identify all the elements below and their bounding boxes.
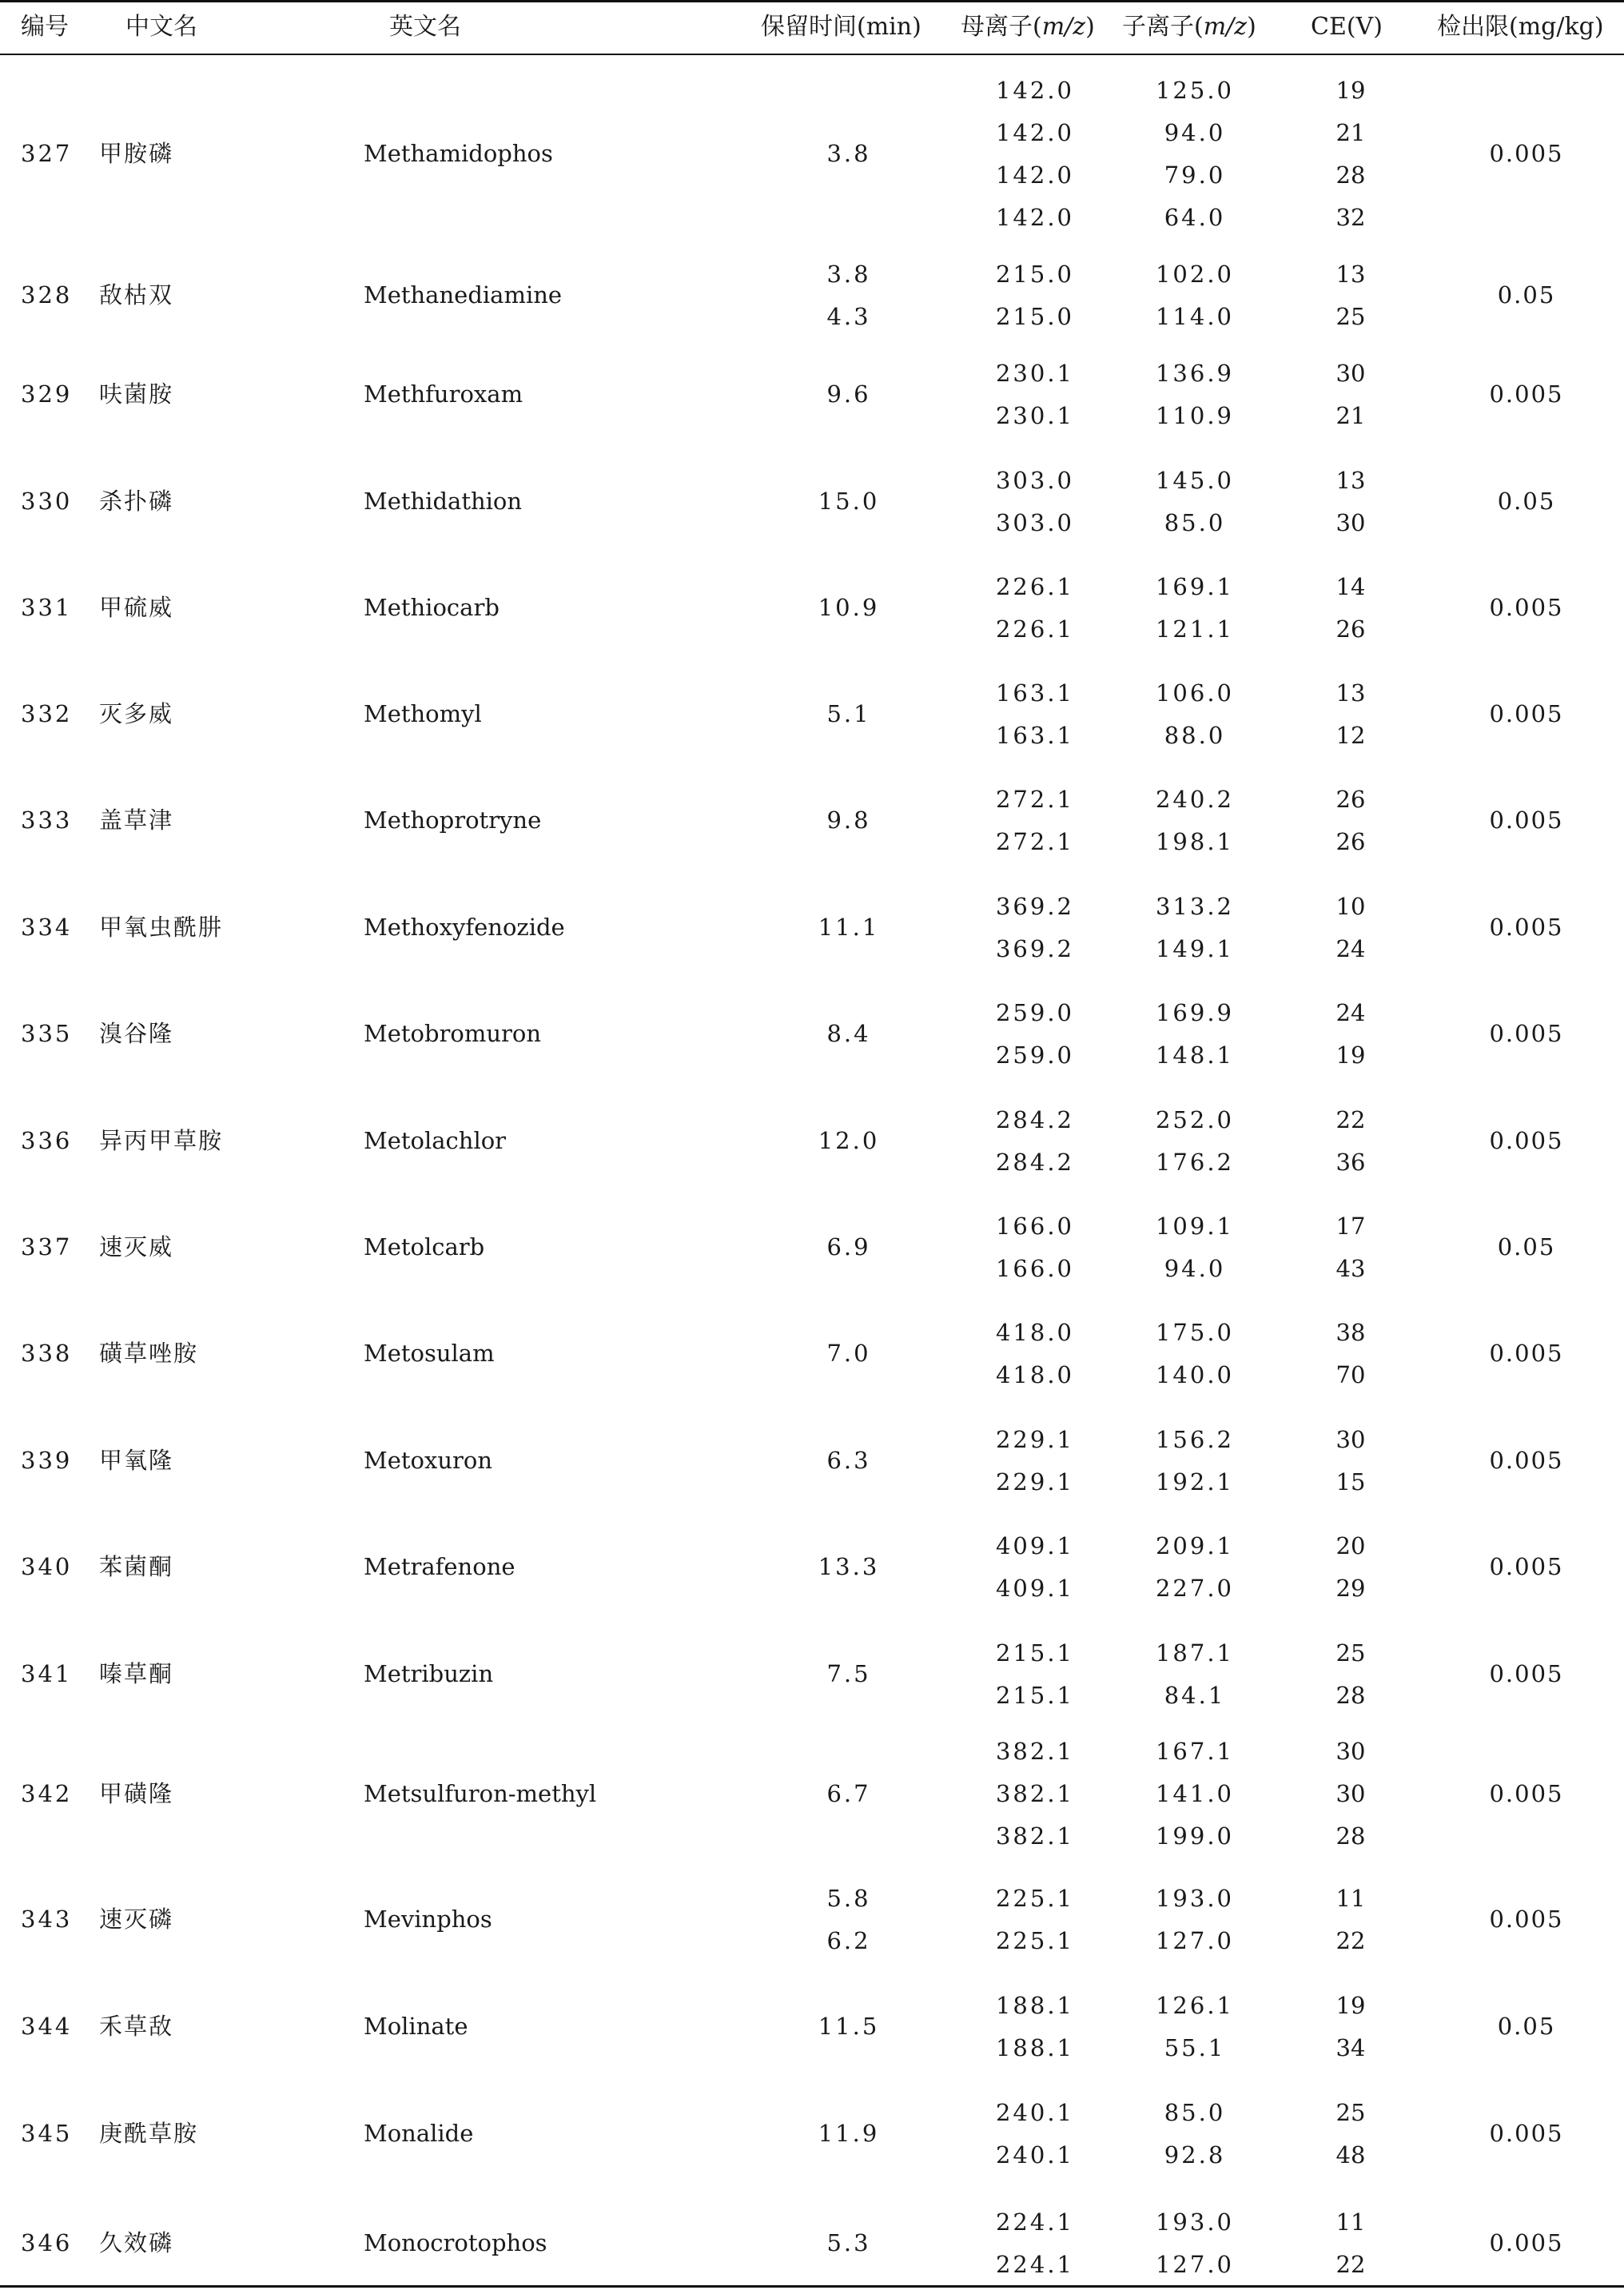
row-precursor-ion: 142.0 — [995, 76, 1075, 104]
row-product-ion: 167.1 — [1155, 1738, 1235, 1765]
row-collision-energy: 21 — [1335, 118, 1366, 146]
row-precursor-ion: 272.1 — [995, 785, 1075, 813]
row-id: 335 — [21, 1020, 73, 1047]
row-collision-energy: 32 — [1335, 203, 1366, 231]
row-chinese-name: 呋菌胺 — [99, 380, 174, 408]
row-retention-time: 11.5 — [818, 2013, 880, 2040]
row-collision-energy: 22 — [1335, 1105, 1366, 1133]
row-retention-time: 6.3 — [826, 1447, 871, 1474]
row-precursor-ion: 418.0 — [995, 1318, 1075, 1346]
row-detection-limit: 0.05 — [1497, 488, 1556, 515]
row-precursor-ion: 163.1 — [995, 721, 1075, 749]
row-product-ion: 84.1 — [1164, 1681, 1226, 1709]
row-english-name: Metosulam — [364, 1340, 495, 1367]
row-product-ion: 64.0 — [1164, 203, 1226, 231]
row-chinese-name: 甲硫威 — [99, 594, 174, 621]
row-english-name: Methfuroxam — [364, 380, 523, 408]
row-precursor-ion: 303.0 — [995, 466, 1075, 494]
row-precursor-ion: 303.0 — [995, 508, 1075, 536]
row-retention-time: 10.9 — [818, 594, 880, 621]
row-precursor-ion: 226.1 — [995, 615, 1075, 643]
row-english-name: Methoxyfenozide — [364, 914, 565, 941]
row-collision-energy: 30 — [1335, 359, 1366, 387]
header-precursor-ion: 母离子(m/z) — [961, 13, 1095, 41]
row-collision-energy: 26 — [1335, 827, 1366, 855]
row-chinese-name: 灭多威 — [99, 700, 174, 727]
row-collision-energy: 13 — [1335, 466, 1366, 494]
row-precursor-ion: 215.1 — [995, 1639, 1075, 1667]
row-chinese-name: 速灭磷 — [99, 1906, 174, 1933]
row-precursor-ion: 224.1 — [995, 2208, 1075, 2236]
row-detection-limit: 0.005 — [1489, 1780, 1564, 1807]
row-chinese-name: 久效磷 — [99, 2229, 174, 2256]
row-precursor-ion: 215.0 — [995, 260, 1075, 288]
row-precursor-ion: 166.0 — [995, 1254, 1075, 1282]
row-product-ion: 187.1 — [1155, 1639, 1235, 1667]
top-rule — [0, 0, 1624, 2]
row-product-ion: 109.1 — [1155, 1212, 1235, 1240]
row-product-ion: 176.2 — [1155, 1148, 1235, 1176]
header-rule — [0, 54, 1624, 55]
header-chinese-name: 中文名 — [125, 13, 197, 41]
row-detection-limit: 0.05 — [1497, 281, 1556, 309]
row-detection-limit: 0.005 — [1489, 2120, 1564, 2147]
row-english-name: Metrafenone — [364, 1553, 515, 1580]
row-id: 344 — [21, 2013, 73, 2040]
row-precursor-ion: 272.1 — [995, 827, 1075, 855]
header-detection-limit: 检出限(mg/kg) — [1437, 13, 1604, 41]
row-precursor-ion: 229.1 — [995, 1468, 1075, 1495]
row-id: 343 — [21, 1906, 73, 1933]
row-id: 329 — [21, 380, 73, 408]
row-product-ion: 126.1 — [1155, 1991, 1235, 2019]
row-collision-energy: 28 — [1335, 1681, 1366, 1709]
row-detection-limit: 0.05 — [1497, 2013, 1556, 2040]
row-precursor-ion: 142.0 — [995, 118, 1075, 146]
row-chinese-name: 异丙甲草胺 — [99, 1127, 224, 1154]
row-collision-energy: 10 — [1335, 892, 1366, 920]
header-collision-energy: CE(V) — [1311, 13, 1383, 41]
row-precursor-ion: 409.1 — [995, 1574, 1075, 1602]
row-detection-limit: 0.005 — [1489, 2229, 1564, 2256]
row-precursor-ion: 369.2 — [995, 934, 1075, 962]
row-retention-time: 9.6 — [826, 380, 871, 408]
row-english-name: Methanediamine — [364, 281, 563, 309]
row-retention-time: 5.1 — [826, 700, 871, 727]
row-english-name: Methoprotryne — [364, 806, 542, 834]
row-product-ion: 140.0 — [1155, 1360, 1235, 1388]
row-id: 334 — [21, 914, 73, 941]
row-collision-energy: 17 — [1335, 1212, 1366, 1240]
row-precursor-ion: 142.0 — [995, 161, 1075, 189]
row-id: 340 — [21, 1553, 73, 1580]
row-collision-energy: 12 — [1335, 721, 1366, 749]
row-precursor-ion: 382.1 — [995, 1822, 1075, 1850]
row-product-ion: 240.2 — [1155, 785, 1235, 813]
row-retention-time: 3.8 — [826, 140, 871, 167]
row-id: 345 — [21, 2120, 73, 2147]
row-collision-energy: 13 — [1335, 260, 1366, 288]
row-retention-time: 3.8 — [826, 260, 871, 288]
row-product-ion: 121.1 — [1155, 615, 1235, 643]
row-precursor-ion: 226.1 — [995, 572, 1075, 600]
row-collision-energy: 22 — [1335, 1926, 1366, 1954]
row-retention-time: 15.0 — [818, 488, 880, 515]
header-english-name: 英文名 — [389, 13, 461, 41]
row-precursor-ion: 230.1 — [995, 359, 1075, 387]
row-id: 336 — [21, 1127, 73, 1154]
row-product-ion: 125.0 — [1155, 76, 1235, 104]
row-product-ion: 141.0 — [1155, 1780, 1235, 1807]
row-retention-time: 6.2 — [826, 1926, 871, 1954]
row-precursor-ion: 284.2 — [995, 1105, 1075, 1133]
row-collision-energy: 30 — [1335, 508, 1366, 536]
row-product-ion: 94.0 — [1164, 118, 1226, 146]
row-precursor-ion: 225.1 — [995, 1884, 1075, 1912]
row-product-ion: 114.0 — [1155, 302, 1235, 330]
row-detection-limit: 0.005 — [1489, 1340, 1564, 1367]
row-product-ion: 102.0 — [1155, 260, 1235, 288]
row-detection-limit: 0.005 — [1489, 140, 1564, 167]
row-retention-time: 13.3 — [818, 1553, 880, 1580]
row-product-ion: 192.1 — [1155, 1468, 1235, 1495]
row-product-ion: 110.9 — [1155, 401, 1235, 429]
row-detection-limit: 0.005 — [1489, 806, 1564, 834]
row-detection-limit: 0.005 — [1489, 914, 1564, 941]
row-chinese-name: 甲氧隆 — [99, 1447, 174, 1474]
row-english-name: Molinate — [364, 2013, 468, 2040]
row-product-ion: 85.0 — [1164, 508, 1226, 536]
row-id: 342 — [21, 1780, 73, 1807]
row-english-name: Methomyl — [364, 700, 482, 727]
row-id: 346 — [21, 2229, 73, 2256]
row-precursor-ion: 240.1 — [995, 2141, 1075, 2169]
row-english-name: Monocrotophos — [364, 2229, 547, 2256]
header-product-ion: 子离子(m/z) — [1122, 13, 1256, 41]
row-product-ion: 209.1 — [1155, 1531, 1235, 1559]
row-product-ion: 92.8 — [1164, 2141, 1226, 2169]
row-retention-time: 11.1 — [818, 914, 880, 941]
row-precursor-ion: 163.1 — [995, 679, 1075, 707]
row-precursor-ion: 382.1 — [995, 1780, 1075, 1807]
row-detection-limit: 0.005 — [1489, 1127, 1564, 1154]
row-precursor-ion: 409.1 — [995, 1531, 1075, 1559]
row-english-name: Metoxuron — [364, 1447, 493, 1474]
row-chinese-name: 磺草唑胺 — [99, 1340, 199, 1367]
row-precursor-ion: 225.1 — [995, 1926, 1075, 1954]
row-chinese-name: 苯菌酮 — [99, 1553, 174, 1580]
row-product-ion: 79.0 — [1164, 161, 1226, 189]
row-precursor-ion: 369.2 — [995, 892, 1075, 920]
row-chinese-name: 敌枯双 — [99, 281, 174, 309]
row-chinese-name: 甲胺磷 — [99, 140, 174, 167]
row-collision-energy: 43 — [1335, 1254, 1366, 1282]
row-product-ion: 127.0 — [1155, 1926, 1235, 1954]
row-chinese-name: 溴谷隆 — [99, 1020, 174, 1047]
row-precursor-ion: 188.1 — [995, 1991, 1075, 2019]
row-precursor-ion: 418.0 — [995, 1360, 1075, 1388]
row-retention-time: 12.0 — [818, 1127, 880, 1154]
row-id: 328 — [21, 281, 73, 309]
row-product-ion: 175.0 — [1155, 1318, 1235, 1346]
row-english-name: Metolachlor — [364, 1127, 507, 1154]
row-product-ion: 149.1 — [1155, 934, 1235, 962]
row-collision-energy: 70 — [1335, 1360, 1366, 1388]
row-retention-time: 9.8 — [826, 806, 871, 834]
row-retention-time: 5.8 — [826, 1884, 871, 1912]
row-collision-energy: 19 — [1335, 1991, 1366, 2019]
row-product-ion: 252.0 — [1155, 1105, 1235, 1133]
row-product-ion: 88.0 — [1164, 721, 1226, 749]
row-collision-energy: 28 — [1335, 1822, 1366, 1850]
row-detection-limit: 0.005 — [1489, 1447, 1564, 1474]
row-collision-energy: 21 — [1335, 401, 1366, 429]
row-collision-energy: 30 — [1335, 1780, 1366, 1807]
row-retention-time: 4.3 — [826, 302, 871, 330]
row-english-name: Methamidophos — [364, 140, 553, 167]
row-detection-limit: 0.005 — [1489, 594, 1564, 621]
row-english-name: Methiocarb — [364, 594, 500, 621]
row-product-ion: 148.1 — [1155, 1041, 1235, 1069]
row-collision-energy: 19 — [1335, 76, 1366, 104]
row-product-ion: 169.9 — [1155, 998, 1235, 1026]
row-product-ion: 136.9 — [1155, 359, 1235, 387]
row-precursor-ion: 229.1 — [995, 1425, 1075, 1453]
row-collision-energy: 11 — [1335, 2208, 1366, 2236]
row-detection-limit: 0.005 — [1489, 380, 1564, 408]
row-retention-time: 6.9 — [826, 1233, 871, 1260]
row-collision-energy: 22 — [1335, 2250, 1366, 2278]
row-product-ion: 85.0 — [1164, 2098, 1226, 2126]
row-precursor-ion: 215.0 — [995, 302, 1075, 330]
row-product-ion: 198.1 — [1155, 827, 1235, 855]
row-product-ion: 145.0 — [1155, 466, 1235, 494]
row-collision-energy: 25 — [1335, 302, 1366, 330]
row-english-name: Monalide — [364, 2120, 474, 2147]
row-precursor-ion: 215.1 — [995, 1681, 1075, 1709]
row-id: 332 — [21, 700, 73, 727]
row-detection-limit: 0.005 — [1489, 1660, 1564, 1687]
row-chinese-name: 甲氧虫酰肼 — [99, 914, 224, 941]
row-retention-time: 6.7 — [826, 1780, 871, 1807]
row-detection-limit: 0.005 — [1489, 1020, 1564, 1047]
row-id: 337 — [21, 1233, 73, 1260]
row-product-ion: 199.0 — [1155, 1822, 1235, 1850]
row-precursor-ion: 224.1 — [995, 2250, 1075, 2278]
row-id: 338 — [21, 1340, 73, 1367]
row-id: 330 — [21, 488, 73, 515]
row-chinese-name: 甲磺隆 — [99, 1780, 174, 1807]
row-precursor-ion: 142.0 — [995, 203, 1075, 231]
row-retention-time: 5.3 — [826, 2229, 871, 2256]
row-english-name: Metribuzin — [364, 1660, 494, 1687]
row-retention-time: 8.4 — [826, 1020, 871, 1047]
row-product-ion: 156.2 — [1155, 1425, 1235, 1453]
row-collision-energy: 13 — [1335, 679, 1366, 707]
row-collision-energy: 28 — [1335, 161, 1366, 189]
row-collision-energy: 38 — [1335, 1318, 1366, 1346]
row-collision-energy: 29 — [1335, 1574, 1366, 1602]
row-precursor-ion: 284.2 — [995, 1148, 1075, 1176]
row-collision-energy: 25 — [1335, 1639, 1366, 1667]
row-precursor-ion: 188.1 — [995, 2033, 1075, 2061]
row-collision-energy: 30 — [1335, 1425, 1366, 1453]
row-detection-limit: 0.05 — [1497, 1233, 1556, 1260]
row-id: 327 — [21, 140, 73, 167]
row-precursor-ion: 166.0 — [995, 1212, 1075, 1240]
bottom-rule — [0, 2285, 1624, 2288]
row-collision-energy: 20 — [1335, 1531, 1366, 1559]
row-english-name: Methidathion — [364, 488, 523, 515]
row-product-ion: 193.0 — [1155, 1884, 1235, 1912]
row-chinese-name: 杀扑磷 — [99, 488, 174, 515]
row-retention-time: 11.9 — [818, 2120, 880, 2147]
row-precursor-ion: 259.0 — [995, 998, 1075, 1026]
row-collision-energy: 11 — [1335, 1884, 1366, 1912]
row-precursor-ion: 230.1 — [995, 401, 1075, 429]
header-id: 编号 — [21, 13, 69, 41]
row-chinese-name: 禾草敌 — [99, 2013, 174, 2040]
row-chinese-name: 盖草津 — [99, 806, 174, 834]
row-english-name: Metolcarb — [364, 1233, 485, 1260]
row-precursor-ion: 382.1 — [995, 1738, 1075, 1765]
header-retention-time: 保留时间(min) — [761, 13, 921, 41]
row-retention-time: 7.5 — [826, 1660, 871, 1687]
row-product-ion: 106.0 — [1155, 679, 1235, 707]
row-collision-energy: 14 — [1335, 572, 1366, 600]
row-product-ion: 94.0 — [1164, 1254, 1226, 1282]
row-english-name: Metsulfuron-methyl — [364, 1780, 597, 1807]
row-product-ion: 169.1 — [1155, 572, 1235, 600]
row-id: 331 — [21, 594, 73, 621]
row-collision-energy: 24 — [1335, 998, 1366, 1026]
row-detection-limit: 0.005 — [1489, 1906, 1564, 1933]
row-collision-energy: 36 — [1335, 1148, 1366, 1176]
row-detection-limit: 0.005 — [1489, 700, 1564, 727]
row-chinese-name: 嗪草酮 — [99, 1660, 174, 1687]
row-english-name: Mevinphos — [364, 1906, 492, 1933]
row-collision-energy: 26 — [1335, 785, 1366, 813]
row-collision-energy: 34 — [1335, 2033, 1366, 2061]
row-product-ion: 55.1 — [1164, 2033, 1226, 2061]
row-collision-energy: 24 — [1335, 934, 1366, 962]
row-id: 333 — [21, 806, 73, 834]
row-collision-energy: 30 — [1335, 1738, 1366, 1765]
row-retention-time: 7.0 — [826, 1340, 871, 1367]
row-product-ion: 313.2 — [1155, 892, 1235, 920]
row-collision-energy: 48 — [1335, 2141, 1366, 2169]
row-product-ion: 193.0 — [1155, 2208, 1235, 2236]
row-chinese-name: 庚酰草胺 — [99, 2120, 199, 2147]
row-precursor-ion: 240.1 — [995, 2098, 1075, 2126]
row-detection-limit: 0.005 — [1489, 1553, 1564, 1580]
row-collision-energy: 26 — [1335, 615, 1366, 643]
row-precursor-ion: 259.0 — [995, 1041, 1075, 1069]
row-english-name: Metobromuron — [364, 1020, 542, 1047]
row-chinese-name: 速灭威 — [99, 1233, 174, 1260]
row-product-ion: 127.0 — [1155, 2250, 1235, 2278]
row-collision-energy: 19 — [1335, 1041, 1366, 1069]
row-product-ion: 227.0 — [1155, 1574, 1235, 1602]
row-collision-energy: 25 — [1335, 2098, 1366, 2126]
row-id: 339 — [21, 1447, 73, 1474]
row-id: 341 — [21, 1660, 73, 1687]
row-collision-energy: 15 — [1335, 1468, 1366, 1495]
